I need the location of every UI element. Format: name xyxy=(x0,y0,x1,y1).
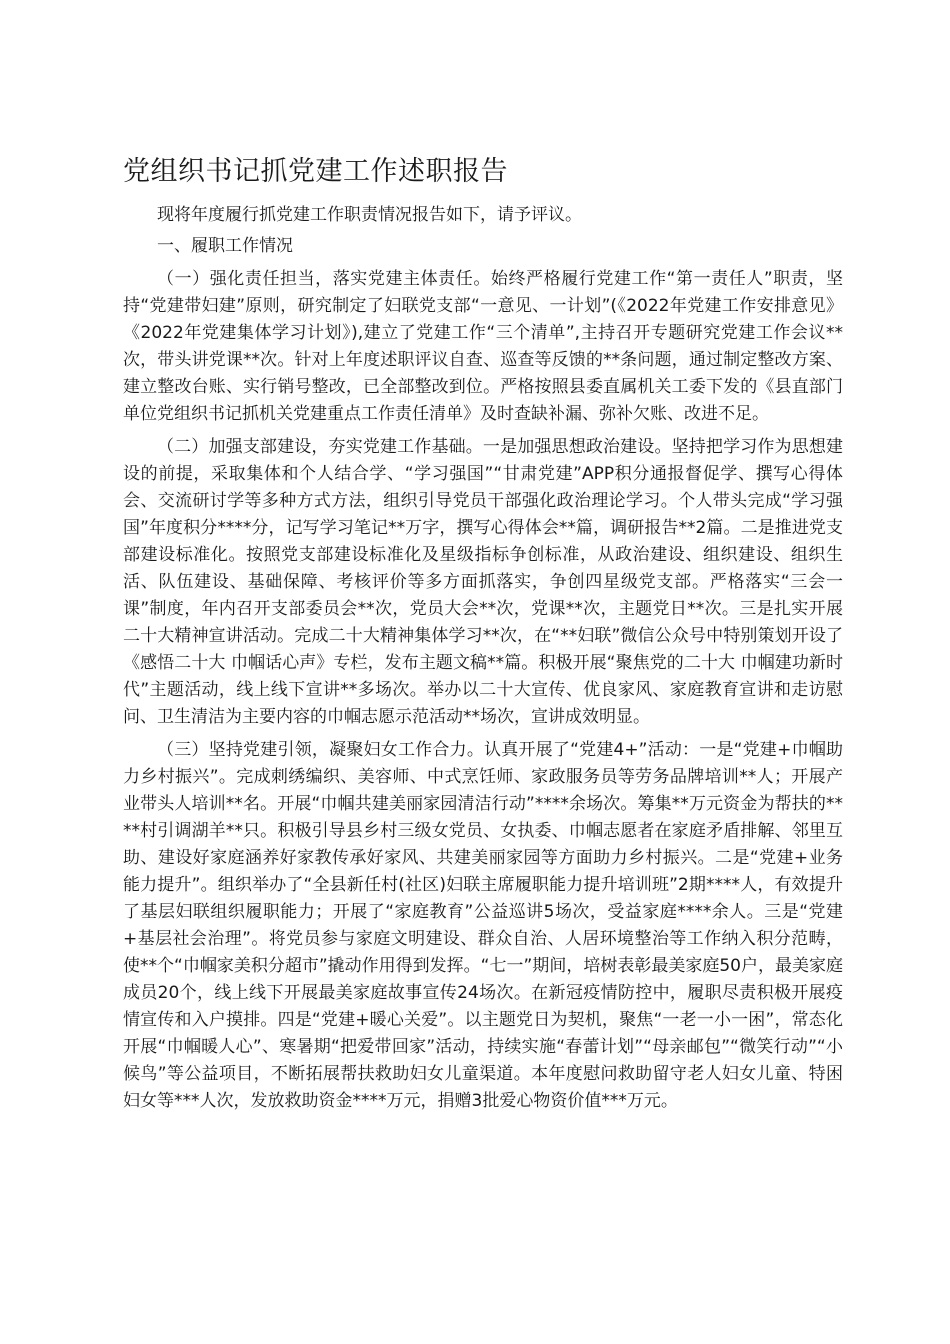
body-paragraph-3: （三）坚持党建引领，凝聚妇女工作合力。认真开展了“党建4+”活动：一是“党建+巾帼助力乡村振兴”。完成刺绣编织、美容师、中式烹饪师、家政服务员等劳务品牌培训**人；开展产业带头人培训**名。开展“巾帼共建美丽家园清洁行动”****余场次。筹集**万元资金为帮扶的****村引调湖羊**只。积极引导县乡村三级女党员、女执委、巾帼志愿者在家庭矛盾排解、邻里互助、建设好家庭涵养好家教传承好家风、共建美丽家园等方面助力乡村振兴。二是“党建+业务能力提升”。组织举办了“全县新任村(社区)妇联主席履职能力提升培训班”2期****人，有效提升了基层妇联组织履职能力；开展了“家庭教育”公益巡讲5场次，受益家庭****余人。三是“党建+基层社会治理”。将党员参与家庭文明建设、群众自治、人居环境整治等工作纳入积分范畴，使**个“巾帼家美积分超市”撬动作用得到发挥。“七一”期间，培树表彰最美家庭50户，最美家庭成员20个，线上线下开展最美家庭故事宣传24场次。在新冠疫情防控中，履职尽责积极开展疫情宣传和入户摸排。四是“党建+暖心关爱”。以主题党日为契机，聚焦“一老一小一困”，常态化开展“巾帼暖人心”、寒暑期“把爱带回家”活动，持续实施“春蕾计划”“母亲邮包”“微笑行动”“小候鸟”等公益项目，不断拓展帮扶救助妇女儿童渠道。本年度慰问救助留守老人妇女儿童、特困妇女等***人次，发放救助资金****万元，捐赠3批爱心物资价值***万元。 xyxy=(123,740,843,1111)
body-paragraph-1: （一）强化责任担当，落实党建主体责任。始终严格履行党建工作“第一责任人”职责，坚持“党建带妇建”原则，研究制定了妇联党支部“一意见、一计划”(《2022年党建工作安排意见》《2022年党建集体学习计划》),建立了党建工作“三个清单”,主持召开专题研究党建工作会议**次，带头讲党课**次。针对上年度述职评议自查、巡查等反馈的**条问题，通过制定整改方案、建立整改台账、实行销号整改，已全部整改到位。严格按照县委直属机关工委下发的《县直部门单位党组织书记抓机关党建重点工作责任清单》及时查缺补漏、弥补欠账、改进不足。 xyxy=(123,269,843,424)
section-heading: 一、履职工作情况 xyxy=(157,236,293,256)
document-page xyxy=(123,150,843,1121)
intro-paragraph: 现将年度履行抓党建工作职责情况报告如下，请予评议。 xyxy=(157,205,582,225)
body-paragraph-2: （二）加强支部建设，夯实党建工作基础。一是加强思想政治建设。坚持把学习作为思想建设的前提，采取集体和个人结合学、“学习强国”“甘肃党建”APP积分通报督促学、撰写心得体会、交流研讨学等多种方式方法，组织引导党员干部强化政治理论学习。个人带头完成“学习强国”年度积分****分，记写学习笔记**万字，撰写心得体会**篇，调研报告**2篇。二是推进党支部建设标准化。按照党支部建设标准化及星级指标争创标准，从政治建设、组织建设、组织生活、队伍建设、基础保障、考核评价等多方面抓落实，争创四星级党支部。严格落实“三会一课”制度，年内召开支部委员会**次，党员大会**次，党课**次，主题党日**次。三是扎实开展二十大精神宣讲活动。完成二十大精神集体学习**次，在“**妇联”微信公众号中特别策划开设了《感悟二十大 巾帼话心声》专栏，发布主题文稿**篇。积极开展“聚焦党的二十大 巾帼建功新时代”主题活动，线上线下宣讲**多场次。举办以二十大宣传、优良家风、家庭教育宣讲和走访慰问、卫生清洁为主要内容的巾帼志愿示范活动**场次，宣讲成效明显。 xyxy=(123,437,843,727)
document-title: 党组织书记抓党建工作述职报告 xyxy=(123,156,508,187)
